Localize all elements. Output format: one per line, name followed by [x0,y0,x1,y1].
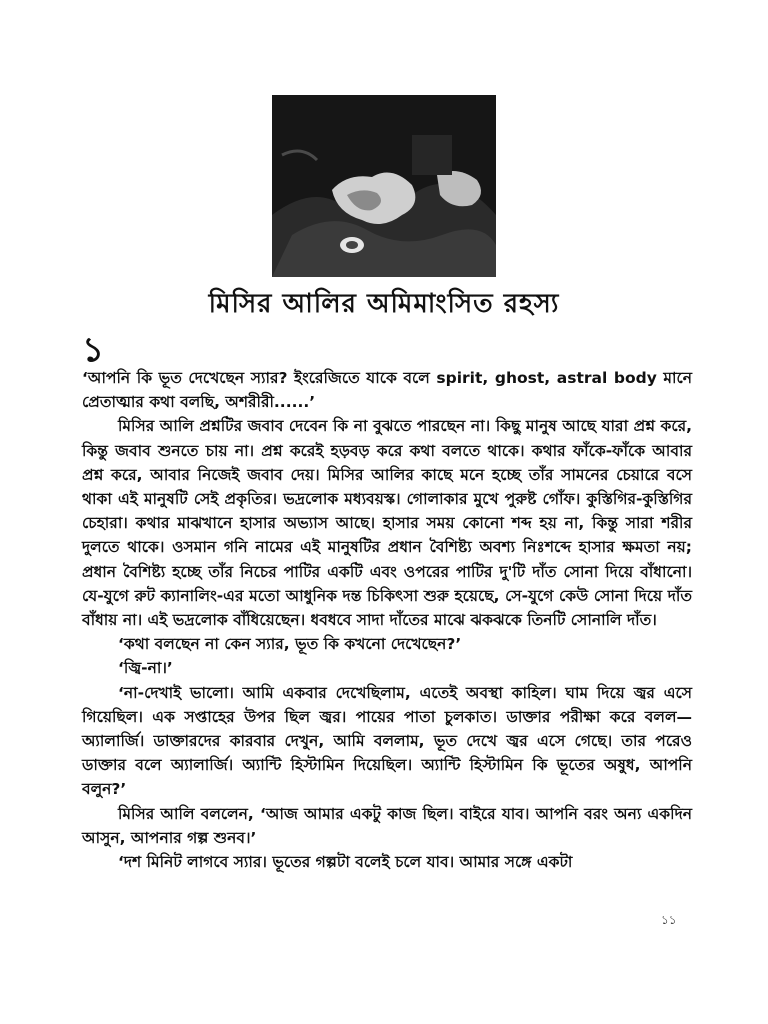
chapter-illustration [272,95,496,277]
chapter-number: ১ [82,330,105,370]
paragraph: ‘জ্বি-না।’ [118,659,173,678]
paragraph: মিসির আলি প্রশ্নটির জবাব দেবেন কি না বুঝতে পারছেন না। কিছু মানুষ আছে যারা প্রশ্ন করে, কিন্তু জবাব শুনতে চায় না। প্রশ্ন করেই হড়বড় করে কথা বলতে থাকে। কথার ফাঁকে-ফাঁকে আবার প্রশ্ন করে, আবার নিজেই জবাব দেয়। মিসির আলির কাছে মনে হচ্ছে তাঁর সামনের চেয়ারে বসে থাকা এই মানুষটি সেই প্রকৃতির। ভদ্রলোক মধ্যবয়স্ক। গোলাকার মুখে পুরুষ্ট গোঁফ। কুস্তিগির-কুস্তিগির চেহারা। কথার মাঝখানে হাসার অভ্যাস আছে। হাসার সময় কোনো শব্দ হয় না, কিন্তু সারা শরীর দুলতে থাকে। ওসমান গনি নামের এই মানুষটির প্রধান বৈশিষ্ট্য অবশ্য নিঃশব্দে হাসার ক্ষমতা নয়; প্রধান বৈশিষ্ট্য হচ্ছে তাঁর নিচের পাটির একটি এবং ওপরের পাটির দু'টি দাঁত সোনা দিয়ে বাঁধানো। যে-যুগে রুট ক্যানালিং-এর মতো আধুনিক দন্ত চিকিৎসা শুরু হয়েছে, সে-যুগে কেউ সোনা দিয়ে দাঁত বাঁধায় না। এই ভদ্রলোক বাঁধিয়েছেন। ধবধবে সাদা দাঁতের মাঝে ঝকঝকে তিনটি সোনালি দাঁত। [82,417,692,630]
body-text [82,366,692,874]
paragraph: ‘না-দেখাই ভালো। আমি একবার দেখেছিলাম, এতেই অবস্থা কাহিল। ঘাম দিয়ে জ্বর এসে গিয়েছিল। এক সপ্তাহের উপর ছিল জ্বর। পায়ের পাতা চুলকাত। ডাক্তার পরীক্ষা করে বলল—অ্যালার্জি। ডাক্তারদের কারবার দেখুন, আমি বললাম, ভূত দেখে জ্বর এসে গেছে। তার পরেও ডাক্তার বলে অ্যালার্জি। অ্যান্টি হিস্টামিন দিয়েছিল। অ্যান্টি হিস্টামিন কি ভূতের অষুধ, আপনি বলুন?’ [82,683,692,799]
page-number: ১১ [661,913,677,927]
paragraph: মিসির আলি বললেন, ‘আজ আমার একটু কাজ ছিল। বাইরে যাব। আপনি বরং অন্য একদিন আসুন, আপনার গল্প শুনব।’ [82,804,692,847]
paragraph: ‘আপনি কি ভূত দেখেছেন স্যার? ইংরেজিতে যাকে বলে spirit, ghost, astral body মানে প্রেতাত্মার কথা বলছি, অশরীরী......’ [82,369,692,412]
chapter-title: মিসির আলির অমিমাংসিত রহস্য [208,289,560,319]
paragraph: ‘দশ মিনিট লাগবে স্যার। ভূতের গল্পটা বলেই চলে যাব। আমার সঙ্গে একটা [118,853,573,872]
paragraph: ‘কথা বলছেন না কেন স্যার, ভূত কি কখনো দেখেছেন?’ [118,635,462,654]
